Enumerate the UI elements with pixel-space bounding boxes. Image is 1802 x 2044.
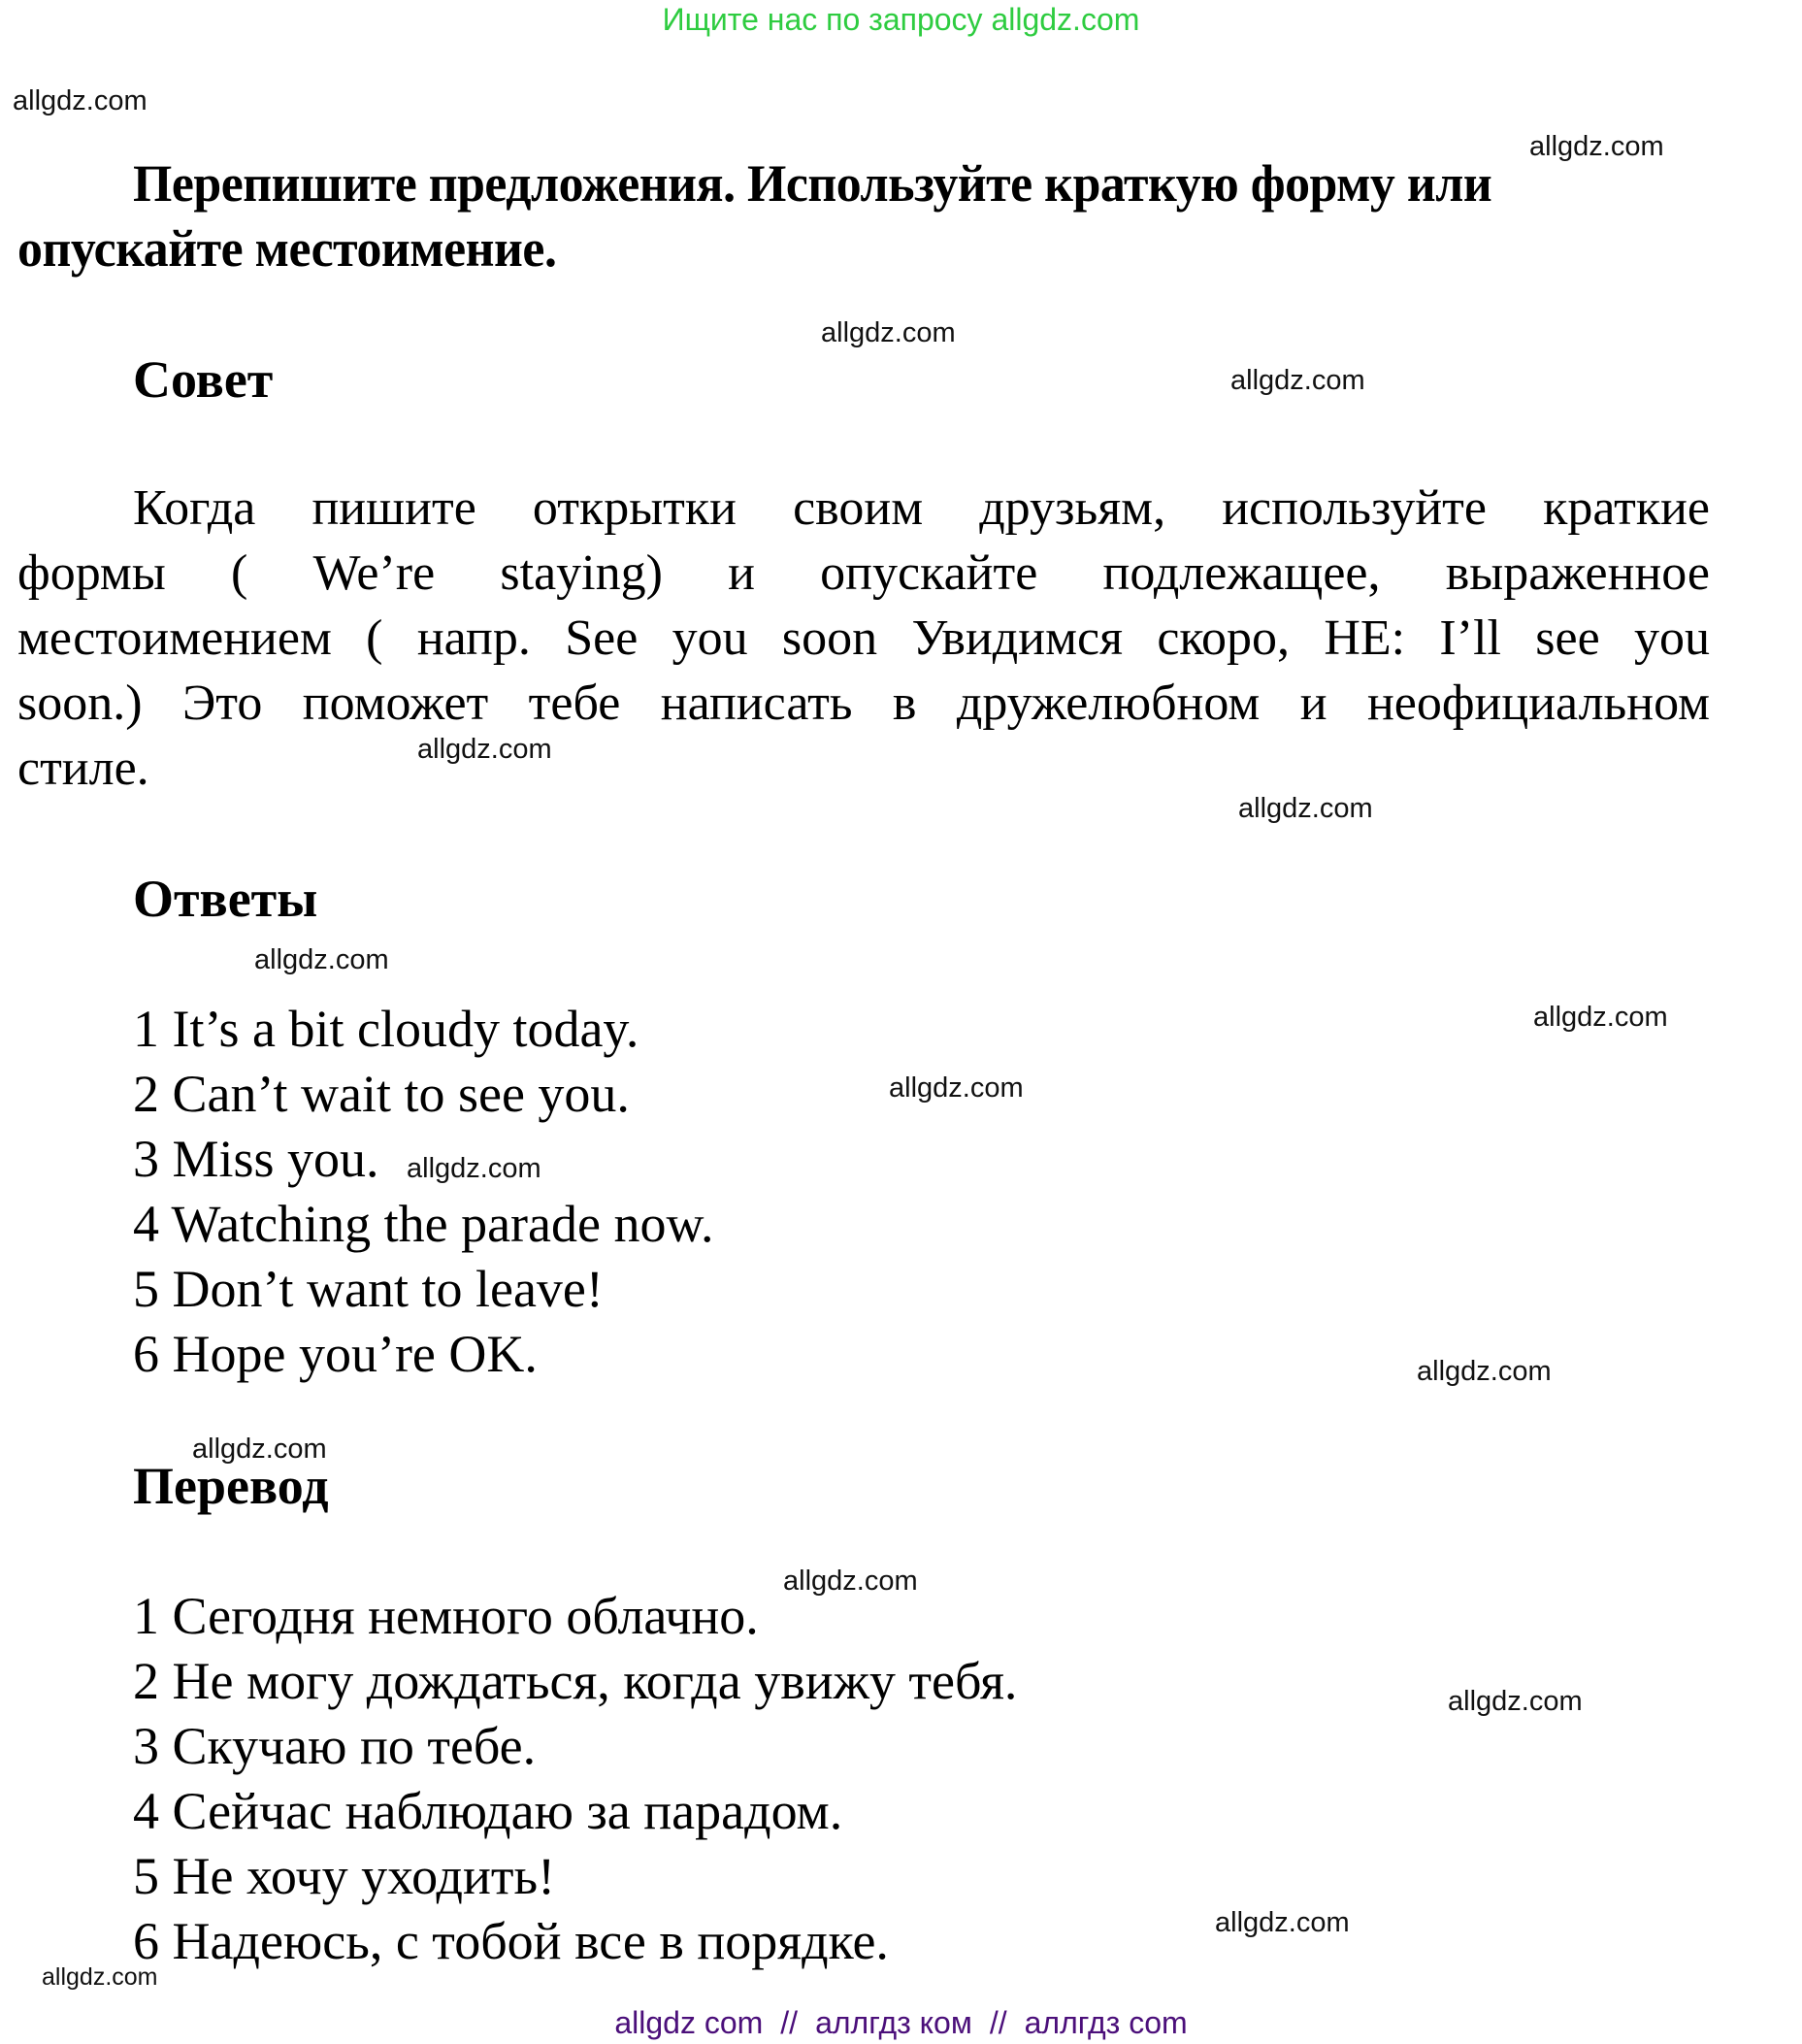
task-title-line-1: Перепишите предложения. Используйте краткую форму или <box>133 154 1492 213</box>
answer-item: 3 Miss you. <box>133 1130 379 1188</box>
translation-item: 6 Надеюсь, с тобой все в порядке. <box>133 1912 889 1970</box>
translation-item: 5 Не хочу уходить! <box>133 1847 556 1905</box>
translation-item: 2 Не могу дождаться, когда увижу тебя. <box>133 1652 1018 1710</box>
watermark: allgdz.com <box>1529 131 1664 162</box>
footer-link-allgdz-mixed[interactable]: аллгдз com <box>1024 2005 1188 2040</box>
translation-heading: Перевод <box>133 1457 329 1515</box>
watermark: allgdz.com <box>1215 1907 1350 1938</box>
answers-heading: Ответы <box>133 870 318 928</box>
answer-item: 2 Can’t wait to see you. <box>133 1065 630 1123</box>
watermark: allgdz.com <box>42 1963 158 1991</box>
footer-separator: // <box>780 2005 799 2040</box>
answer-item: 1 It’s a bit cloudy today. <box>133 1000 639 1058</box>
tip-paragraph-line: формы ( We’re staying) и опускайте подлежащее, выраженное <box>17 545 1710 601</box>
watermark: allgdz.com <box>407 1153 541 1184</box>
task-title-line-2: опускайте местоимение. <box>17 219 557 278</box>
watermark: allgdz.com <box>889 1072 1024 1104</box>
watermark: allgdz.com <box>821 317 956 348</box>
watermark: allgdz.com <box>783 1566 918 1597</box>
footer-separator: // <box>989 2005 1007 2040</box>
footer-link-allgdz-cyrillic[interactable]: аллгдз ком <box>815 2005 972 2040</box>
tip-paragraph-line: стиле. <box>17 741 149 796</box>
footer-link-allgdz[interactable]: allgdz com <box>614 2005 764 2040</box>
answer-item: 4 Watching the parade now. <box>133 1195 714 1253</box>
top-banner-link[interactable]: Ищите нас по запросу allgdz.com <box>662 2 1140 37</box>
translation-item: 4 Сейчас наблюдаю за парадом. <box>133 1782 843 1840</box>
footer-links <box>0 2005 1802 2041</box>
tip-heading: Совет <box>133 350 274 409</box>
watermark: allgdz.com <box>192 1434 327 1465</box>
translation-item: 3 Скучаю по тебе. <box>133 1717 537 1775</box>
tip-paragraph-line: местоимением ( напр. See you soon Увидимся скоро, НЕ: I’ll see you <box>17 610 1710 666</box>
watermark: allgdz.com <box>1448 1686 1583 1717</box>
watermark: allgdz.com <box>1238 793 1373 824</box>
watermark: allgdz.com <box>13 85 147 116</box>
watermark: allgdz.com <box>254 944 389 975</box>
watermark: allgdz.com <box>1533 1002 1668 1033</box>
watermark: allgdz.com <box>1417 1356 1552 1387</box>
translation-item: 1 Сегодня немного облачно. <box>133 1587 759 1645</box>
watermark: allgdz.com <box>417 734 552 765</box>
watermark: allgdz.com <box>1230 365 1365 396</box>
answer-item: 6 Hope you’re OK. <box>133 1325 538 1383</box>
tip-paragraph-line: soon.) Это поможет тебе написать в дружелюбном и неофициальном <box>17 676 1710 731</box>
answer-item: 5 Don’t want to leave! <box>133 1260 604 1318</box>
tip-paragraph-line: Когда пишите открытки своим друзьям, используйте краткие <box>133 480 1710 536</box>
